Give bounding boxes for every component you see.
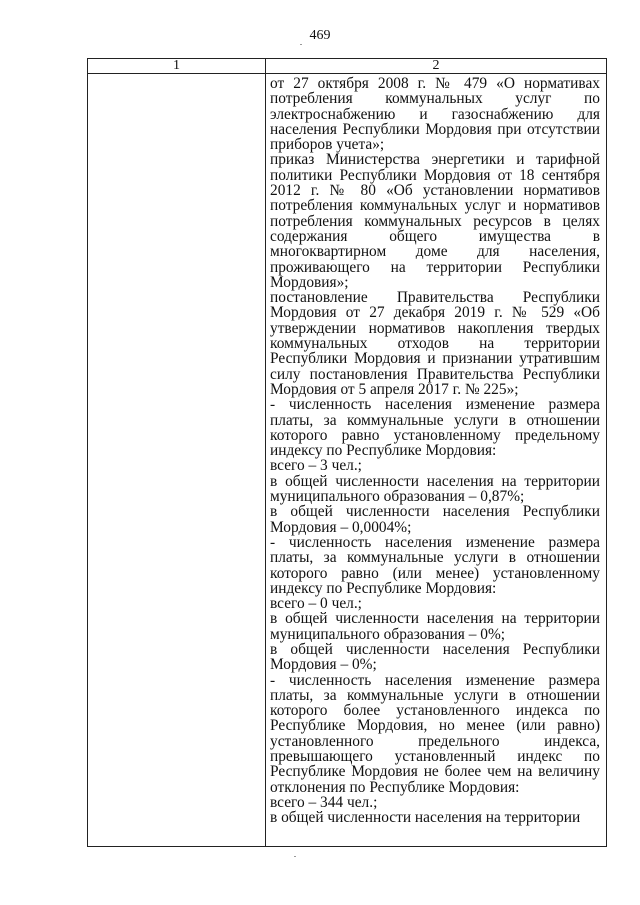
paragraph: постановление Правительства Республики Мордовия от 27 декабря 2019 г. № 529 «Об утверждении нормативов накопления твердых коммунальных отходов на территории Республики Мордовия и признании утратившим силу постановления Правительства Республики Мордовия от 5 апреля 2017 г. № 225»; bbox=[270, 289, 600, 398]
column-header-2: 2 bbox=[266, 59, 607, 74]
empty-cell bbox=[88, 74, 266, 847]
paragraph: в общей численности населения на территории муниципального образования – 0%; bbox=[270, 610, 600, 643]
paragraph: приказ Министерства энергетики и тарифной политики Республики Мордовия от 18 сентября 2012 г. № 80 «Об установлении нормативов потребления коммунальных услуг и нормативов потребления коммунальных ресурсов в целях содержания общего имущества в многоквартирном доме для населения, проживающего на территории Республики Мордовия»; bbox=[270, 151, 600, 291]
paragraph: в общей численности населения на территории bbox=[270, 809, 581, 827]
table-header-row bbox=[88, 59, 607, 74]
paragraph: в общей численности населения Республики Мордовия – 0%; bbox=[270, 640, 600, 674]
paragraph: в общей численности населения Республики Мордовия – 0,0004%; bbox=[270, 503, 600, 536]
page-number: 469 bbox=[309, 28, 331, 43]
table-row bbox=[88, 74, 607, 847]
paragraph: от 27 октября 2008 г. № 479 «О нормативах потребления коммунальных услуг по электроснабжению и газоснабжению для населения Республики Мордовия при отсутствии приборов учета»; bbox=[270, 75, 600, 154]
paragraph: всего – 3 чел.; bbox=[270, 457, 362, 475]
paragraph: - численность населения изменение размера платы, за коммунальные услуги в отношении которого более установленного индекса по Республике Мордовия, но менее (или равно) установленного предельного индекса, превышающего установленный индекс по Республике Мордовия не более чем на величину отклонения по Республике Мордовия: bbox=[270, 671, 600, 796]
document-table bbox=[87, 58, 607, 847]
paragraph: в общей численности населения на территории муниципального образования – 0,87%; bbox=[270, 472, 600, 506]
column-header-1: 1 bbox=[88, 59, 266, 74]
scan-speck bbox=[300, 44, 302, 45]
paragraph: всего – 0 чел.; bbox=[270, 595, 362, 613]
text-cell bbox=[266, 74, 607, 847]
paragraph: - численность населения изменение размера платы, за коммунальные услуги в отношении которого равно (или менее) установленному индексу по Республике Мордовия: bbox=[270, 533, 600, 597]
scan-speck bbox=[294, 856, 296, 857]
paragraph: - численность населения изменение размера платы, за коммунальные услуги в отношении которого равно установленному предельному индексу по Республике Мордовия: bbox=[270, 396, 600, 460]
paragraph: всего – 344 чел.; bbox=[270, 793, 378, 811]
